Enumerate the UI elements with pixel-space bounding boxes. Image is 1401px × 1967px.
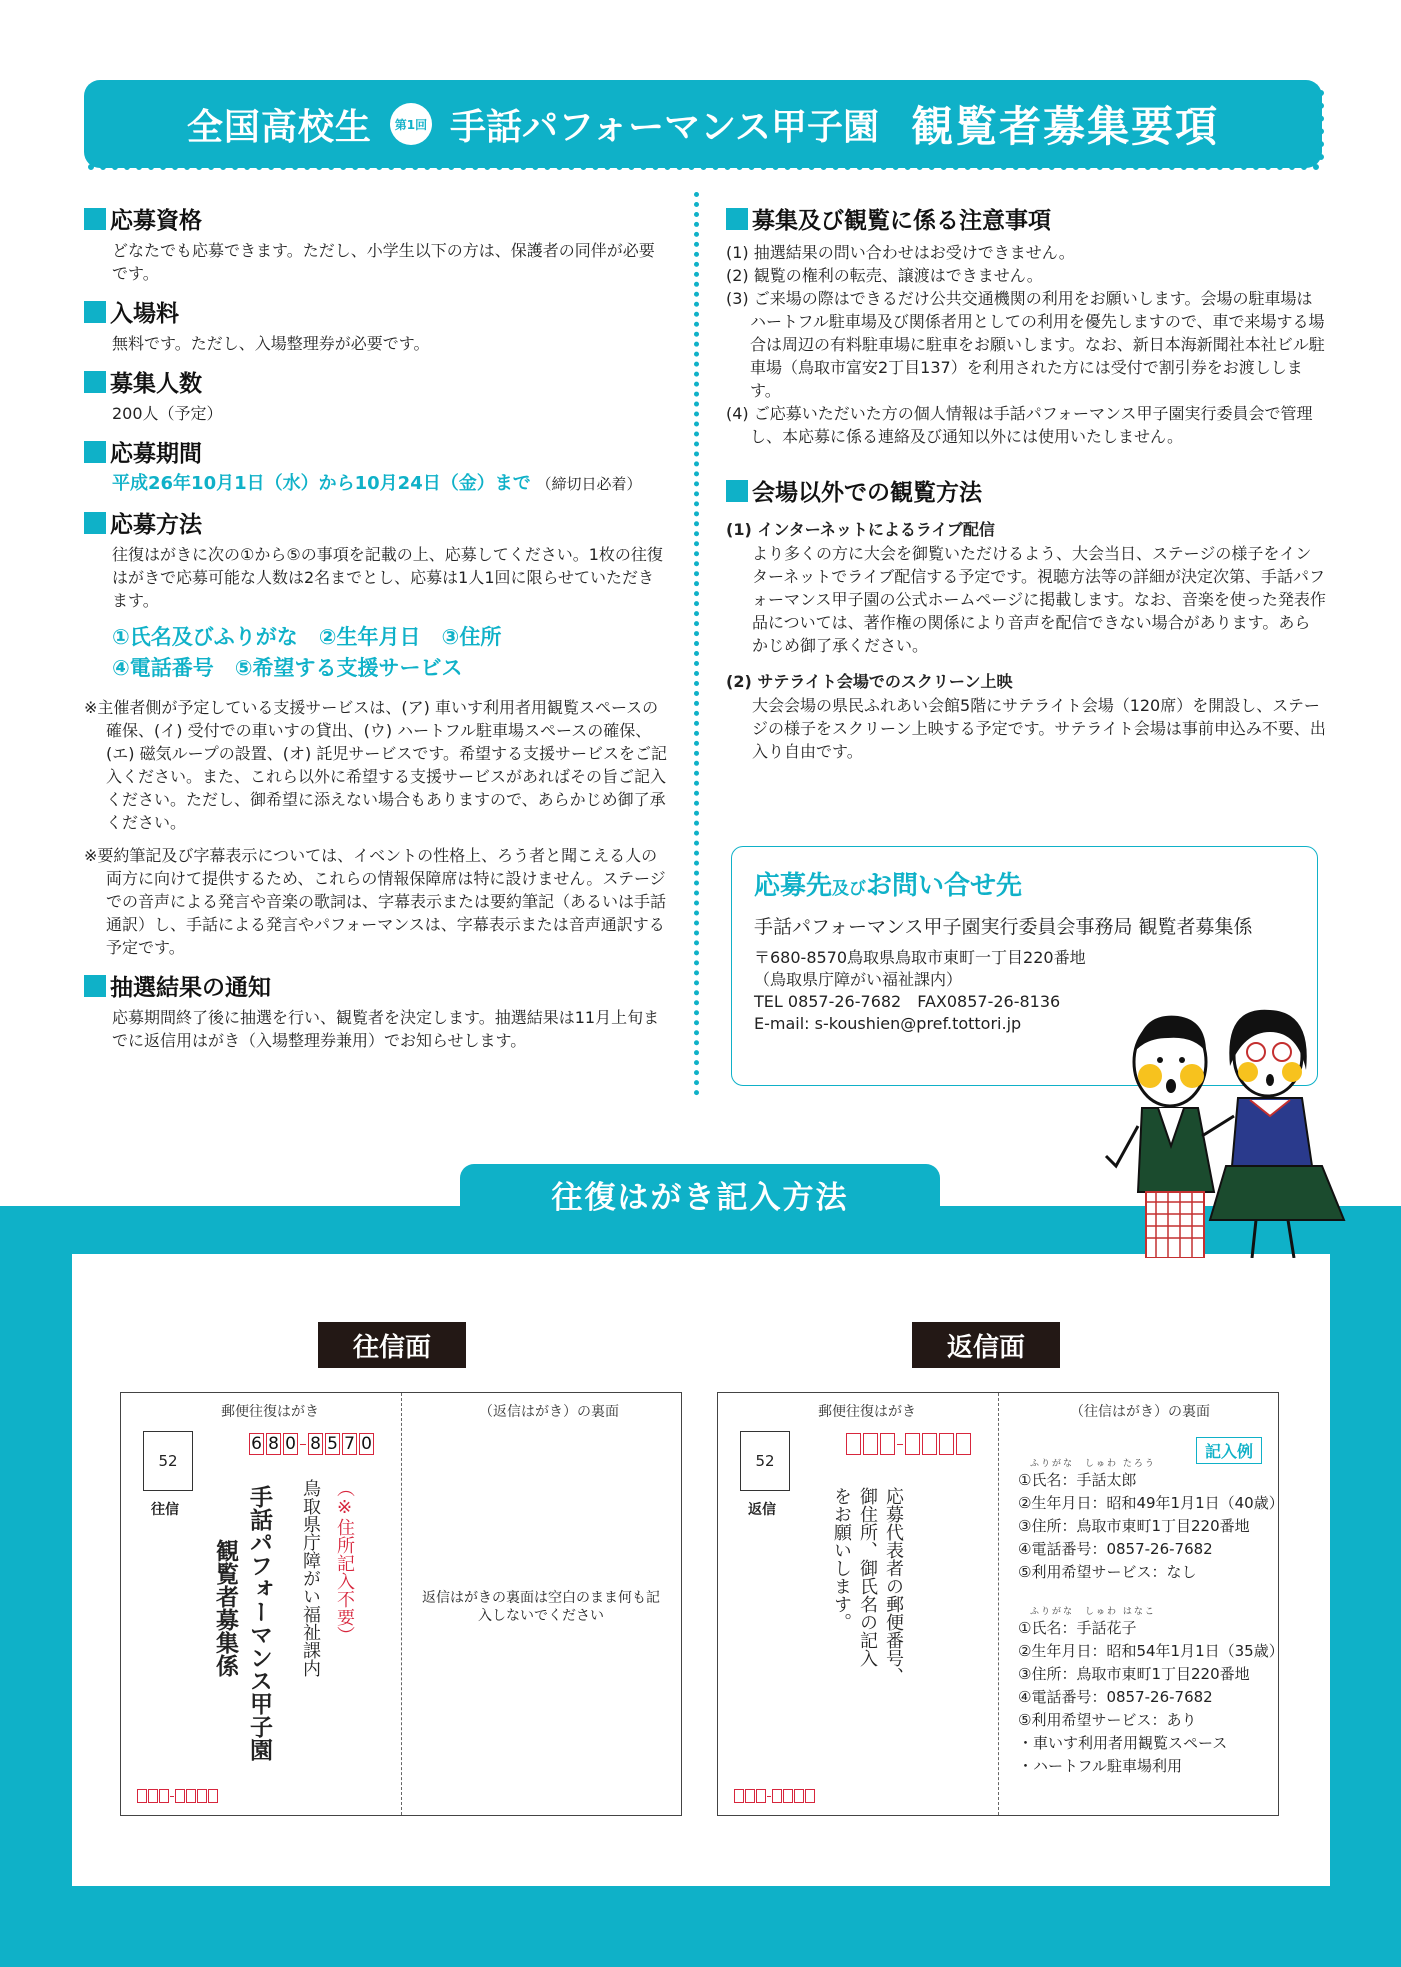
example-birth: ②生年月日：昭和49年1月1日（40歳）: [1018, 1494, 1284, 1512]
fold-line: [401, 1393, 402, 1815]
reply-postcard: [717, 1392, 1284, 1816]
ruby-text: ふりがな しゅわ たろう: [1030, 1459, 1156, 1469]
example-birth: ②生年月日：昭和54年1月1日（35歳）: [1018, 1642, 1284, 1660]
example-person1: [1018, 1459, 1284, 1584]
column-divider: [694, 192, 699, 1096]
reply-instruction-1: 応募代表者の郵便番号、: [883, 1487, 904, 1685]
zip-digit: 8: [266, 1433, 281, 1455]
caution-item: (4) ご応募いただいた方の個人情報は手話パフォーマンス甲子園実行委員会で管理し、本応募に係る連絡及び通知以外には使用いたしません。: [726, 404, 1313, 446]
method-heading: 応募方法: [84, 506, 668, 539]
example-name: ①氏名：手話花子: [1018, 1619, 1137, 1637]
reply-instruction-3: をお願いします。: [831, 1487, 852, 1631]
stamp-label: 往信: [151, 1502, 179, 1518]
caution-item: (2) 観覧の権利の転売、譲渡はできません。: [726, 266, 1043, 285]
outgoing-right-caption: （返信はがき）の裏面: [479, 1404, 619, 1420]
capacity-heading: 募集人数: [84, 365, 668, 398]
contact-address2: （鳥取県庁障がい福祉課内）: [754, 970, 963, 989]
cautions-heading: 募集及び観覧に係る注意事項: [726, 202, 1326, 235]
ruby-text: ふりがな しゅわ はなこ: [1030, 1607, 1156, 1617]
zip-digit: 5: [325, 1433, 340, 1455]
title-part2: 手話パフォーマンス甲子園: [449, 106, 880, 148]
zip-digit: 7: [342, 1433, 357, 1455]
example-badge: 記入例: [1196, 1437, 1262, 1464]
caution-item: (1) 抽選結果の問い合わせはお受けできません。: [726, 243, 1075, 262]
example-name: ①氏名：手話太郎: [1018, 1471, 1137, 1489]
contact-email[interactable]: E-mail: s-koushien@pref.tottori.jp: [754, 1014, 1022, 1033]
postcard-section-title: 往復はがき記入方法: [460, 1164, 940, 1224]
outside-heading: 会場以外での観覧方法: [726, 474, 1326, 507]
example-phone: ④電話番号：0857-26-7682: [1018, 1540, 1213, 1558]
example-address: ③住所：鳥取市東町1丁目220番地: [1018, 1517, 1250, 1535]
contact-address: 〒680-8570鳥取県鳥取市東町一丁目220番地: [754, 948, 1086, 967]
edition-badge: 第1回: [390, 103, 432, 145]
address-note: （※住所記入不要）: [334, 1479, 355, 1644]
result-heading: 抽選結果の通知: [84, 969, 668, 1002]
reply-face-label: 返信面: [912, 1322, 1060, 1368]
square-bullet-icon: [726, 208, 748, 230]
contact-title: 応募先及びお問い合せ先: [754, 871, 1023, 901]
header-banner: [84, 80, 1322, 168]
mascot-illustration: [1098, 996, 1360, 1258]
zip-digit: 6: [249, 1433, 264, 1455]
fee-body: 無料です。ただし、入場整理券が必要です。: [112, 334, 430, 353]
cautions-list: [726, 241, 1326, 448]
method-items-line1: ①氏名及びふりがな ②生年月日 ③住所: [112, 625, 502, 649]
zip-digit: 0: [283, 1433, 298, 1455]
square-bullet-icon: [84, 441, 106, 463]
method-items-line2: ④電話番号 ⑤希望する支援サービス: [112, 656, 463, 680]
satellite-body: 大会会場の県民ふれあい会館5階にサテライト会場（120席）を開設し、ステージの様子をスクリーン上映する予定です。サテライト会場は事前申込み不要、出入り自由です。: [752, 696, 1326, 761]
live-heading: (1) インターネットによるライブ配信: [726, 520, 995, 539]
period-note: （締切日必着）: [536, 475, 642, 493]
example-person2: [1018, 1607, 1284, 1778]
fee-heading: 入場料: [84, 295, 668, 328]
zip-dash: [300, 1444, 306, 1445]
square-bullet-icon: [726, 480, 748, 502]
support-note: ※主催者側が予定している支援サービスは、(ア) 車いす利用者用観覧スペースの確保、(イ) 受付での車いすの貸出、(ウ) ハートフル駐車場スペースの確保、(エ) 磁気ループの設置、(オ) 託児サービスです。希望する支援サービスをご記入ください。また、これら以外に希望する支援サービスがあればその旨ご記入ください。ただし、御希望に添えない場合もありますので、あらかじめ御了承ください。: [84, 698, 668, 832]
square-bullet-icon: [84, 301, 106, 323]
period-heading: 応募期間: [84, 435, 668, 468]
eligibility-body: どなたでも応募できます。ただし、小学生以下の方は、保護者の同伴が必要です。: [112, 241, 655, 283]
period-dates: 平成26年10月1日（水）から10月24日（金）まで: [112, 473, 531, 494]
fold-line: [998, 1393, 999, 1815]
outgoing-left-caption: 郵便往復はがき: [221, 1404, 319, 1420]
zip-digit: 8: [308, 1433, 323, 1455]
reply-left-caption: 郵便往復はがき: [818, 1404, 916, 1420]
reply-right-caption: （往信はがき）の裏面: [1070, 1404, 1210, 1420]
caution-item: (3) ご来場の際はできるだけ公共交通機関の利用をお願いします。会場の駐車場はハートフル駐車場及び関係者用としての利用を優先しますので、車で来場する場合は周辺の有料駐車場に駐車をお願いします。なお、新日本海新聞社本社ビル駐車場（鳥取市富安2丁目137）を利用された方には受付で割引券をお渡しします。: [726, 289, 1325, 400]
example-service: ⑤利用希望サービス：あり: [1018, 1711, 1197, 1729]
result-body: 応募期間終了後に抽選を行い、観覧者を決定します。抽選結果は11月上旬までに返信用はがき（入場整理券兼用）でお知らせします。: [112, 1008, 660, 1050]
header-dots-bottom: [88, 164, 1320, 170]
recipient-line2: 観覧者募集係: [212, 1539, 238, 1677]
zip-boxes: [249, 1433, 374, 1455]
sender-zip-boxes: [137, 1789, 218, 1803]
outgoing-right-note: 返信はがきの裏面は空白のまま何も記入しないでください: [422, 1590, 660, 1624]
left-column: [84, 192, 668, 1060]
captioning-note: ※要約筆記及び字幕表示については、イベントの性格上、ろう者と聞こえる人の両方に向けて提供するため、これらの情報保障席は特に設けません。ステージでの音声による発言や音楽の歌詞は、字幕表示または要約筆記（あるいは手話通訳）し、手話による発言やパフォーマンスは、字幕表示または音声通訳する予定です。: [84, 846, 667, 957]
zip-boxes-empty: [846, 1433, 971, 1455]
period-body: [84, 472, 668, 496]
reply-instruction-2: 御住所、御氏名の記入: [857, 1487, 878, 1667]
contact-org: 手話パフォーマンス甲子園実行委員会事務局 観覧者募集係: [754, 916, 1253, 938]
method-items: [84, 622, 668, 684]
header-dots-right: [1318, 90, 1324, 160]
stamp-box: 52: [143, 1431, 193, 1491]
stamp-label: 返信: [748, 1502, 776, 1518]
satellite-heading: (2) サテライト会場でのスクリーン上映: [726, 672, 1013, 691]
title-part3: 観覧者募集要項: [911, 102, 1220, 151]
live-body: より多くの方に大会を御覧いただけるよう、大会当日、ステージの様子をインターネットでライブ配信する予定です。視聴方法等の詳細が決定次第、手話パフォーマンス甲子園の公式ホームページに掲載します。なお、音楽を使った発表作品については、著作権の関係により音声を配信できない場合があります。あらかじめ御了承ください。: [752, 544, 1326, 655]
zip-digit: 0: [359, 1433, 374, 1455]
square-bullet-icon: [84, 208, 106, 230]
square-bullet-icon: [84, 512, 106, 534]
sender-zip-boxes: [734, 1789, 815, 1803]
outgoing-face-label: 往信面: [318, 1322, 466, 1368]
eligibility-heading: 応募資格: [84, 202, 668, 235]
example-service: ⑤利用希望サービス：なし: [1018, 1563, 1197, 1581]
recipient-line1: 手話パフォーマンス甲子園: [246, 1485, 272, 1761]
recipient-address: 鳥取県庁障がい福祉課内: [300, 1479, 321, 1677]
title-part1: 全国高校生: [186, 106, 372, 148]
outgoing-postcard: [120, 1392, 682, 1816]
example-phone: ④電話番号：0857-26-7682: [1018, 1688, 1213, 1706]
right-column: [726, 192, 1326, 775]
example-service-a: ・車いす利用者用観覧スペース: [1018, 1734, 1228, 1752]
example-service-b: ・ハートフル駐車場利用: [1018, 1757, 1182, 1775]
square-bullet-icon: [84, 371, 106, 393]
example-address: ③住所：鳥取市東町1丁目220番地: [1018, 1665, 1250, 1683]
method-body: 往復はがきに次の①から⑤の事項を記載の上、応募してください。1枚の往復はがきで応募可能な人数は2名までとし、応募は1人1回に限らせていただきます。: [112, 545, 663, 610]
square-bullet-icon: [84, 975, 106, 997]
capacity-body: 200人（予定）: [112, 404, 223, 423]
stamp-box: 52: [740, 1431, 790, 1491]
contact-tel-fax: TEL 0857-26-7682 FAX0857-26-8136: [754, 992, 1061, 1011]
